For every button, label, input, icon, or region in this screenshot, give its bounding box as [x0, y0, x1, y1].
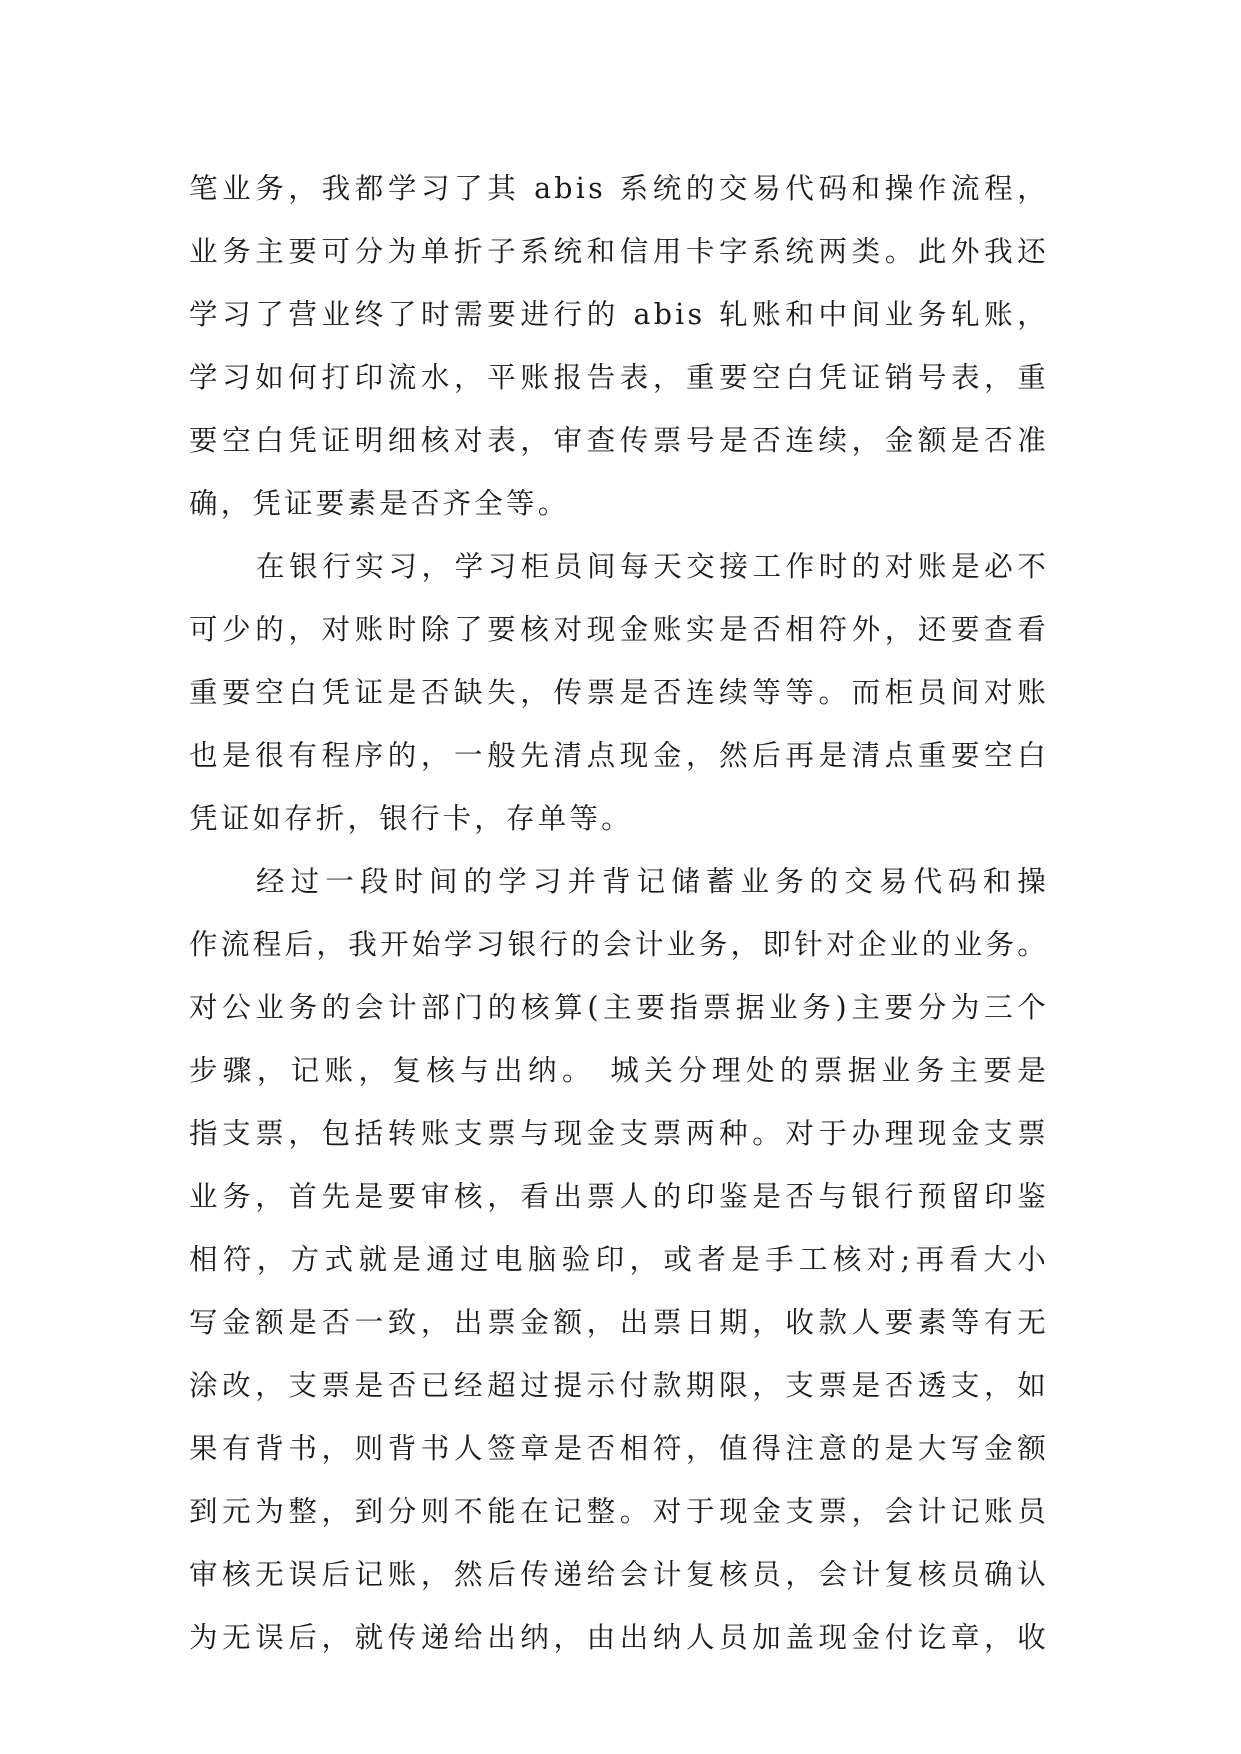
- text-line: 果有背书，则背书人签章是否相符，值得注意的是大写金额: [189, 1432, 1049, 1465]
- text-line: 要空白凭证明细核对表，审查传票号是否连续，金额是否准: [189, 424, 1049, 457]
- text-line: 作流程后，我开始学习银行的会计业务，即针对企业的业务。: [189, 928, 1049, 961]
- text-line: 步骤，记账，复核与出纳。 城关分理处的票据业务主要是: [189, 1054, 1049, 1087]
- text-line: 也是很有程序的，一般先清点现金，然后再是清点重要空白: [189, 739, 1049, 772]
- text-line: 在银行实习，学习柜员间每天交接工作时的对账是必不: [256, 550, 1049, 583]
- text-line: 为无误后，就传递给出纳，由出纳人员加盖现金付讫章，收: [189, 1621, 1049, 1654]
- text-line: 写金额是否一致，出票金额，出票日期，收款人要素等有无: [189, 1306, 1049, 1339]
- text-line: 涂改，支票是否已经超过提示付款期限，支票是否透支，如: [189, 1369, 1049, 1402]
- text-line: 业务，首先是要审核，看出票人的印鉴是否与银行预留印鉴: [189, 1180, 1049, 1213]
- text-line: 到元为整，到分则不能在记整。对于现金支票，会计记账员: [189, 1495, 1049, 1528]
- document-body: [189, 157, 1049, 1669]
- text-line: 经过一段时间的学习并背记储蓄业务的交易代码和操: [256, 865, 1049, 898]
- text-line: 审核无误后记账，然后传递给会计复核员，会计复核员确认: [189, 1558, 1049, 1591]
- text-line: 确，凭证要素是否齐全等。: [189, 487, 570, 520]
- text-line: 指支票，包括转账支票与现金支票两种。对于办理现金支票: [189, 1117, 1049, 1150]
- text-line: 学习了营业终了时需要进行的 abis 轧账和中间业务轧账，: [189, 298, 1049, 331]
- text-line: 对公业务的会计部门的核算(主要指票据业务)主要分为三个: [189, 991, 1049, 1024]
- paragraph-1: [189, 157, 1049, 535]
- text-line: 笔业务，我都学习了其 abis 系统的交易代码和操作流程，: [189, 172, 1049, 205]
- text-line: 可少的，对账时除了要核对现金账实是否相符外，还要查看: [189, 613, 1049, 646]
- text-line: 业务主要可分为单折子系统和信用卡字系统两类。此外我还: [189, 235, 1049, 268]
- paragraph-2: [189, 535, 1049, 850]
- text-line: 相符，方式就是通过电脑验印，或者是手工核对;再看大小: [189, 1243, 1049, 1276]
- text-line: 学习如何打印流水，平账报告表，重要空白凭证销号表，重: [189, 361, 1049, 394]
- text-line: 凭证如存折，银行卡，存单等。: [189, 802, 633, 835]
- text-line: 重要空白凭证是否缺失，传票是否连续等等。而柜员间对账: [189, 676, 1049, 709]
- paragraph-3: [189, 850, 1049, 1669]
